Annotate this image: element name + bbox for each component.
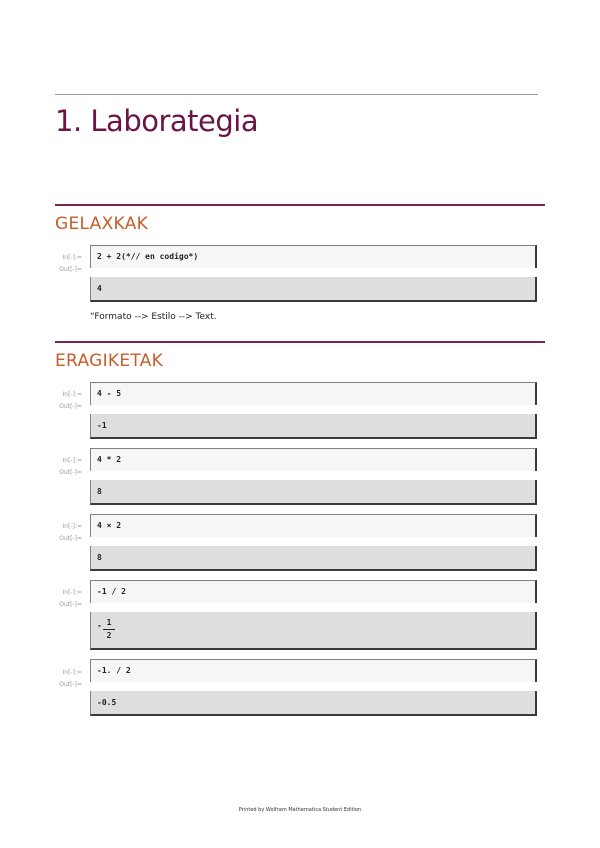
output-cell-6[interactable]: -0.5 [90,691,537,716]
output-label: Out[-]= [59,266,82,273]
input-cell-3[interactable]: 4 * 2 [90,448,537,471]
output-cell-3[interactable]: 8 [90,480,537,505]
input-cell-6[interactable]: -1. / 2 [90,659,537,682]
fraction-numerator: 1 [106,618,112,627]
output-label: Out[-]= [59,681,82,688]
input-label: In[-]:= [62,391,82,398]
fraction-bar [103,629,115,630]
print-footer: Printed by Wolfram Mathematica Student Edition [238,807,362,813]
input-label: In[-]:= [62,523,82,530]
section-heading-gelaxkak: GELAXKAK [55,214,149,234]
section-heading-eragiketak: ERAGIKETAK [55,351,164,371]
fraction-sign: - [97,621,102,630]
output-cell-2[interactable]: -1 [90,414,537,439]
input-label: In[-]:= [62,669,82,676]
text-note[interactable]: “Formato --> Estilo --> Text. [90,312,217,322]
top-rule [55,94,538,95]
input-cell-5[interactable]: -1 / 2 [90,580,537,603]
output-cell-5[interactable] [90,612,537,650]
output-cell-1[interactable]: 4 [90,277,537,302]
input-label: In[-]:= [62,254,82,261]
fraction [103,618,115,641]
page-title: 1. Laborategia [55,104,259,138]
output-label: Out[-]= [59,535,82,542]
input-cell-2[interactable]: 4 - 5 [90,382,537,405]
input-label: In[-]:= [62,589,82,596]
section-rule-gelaxkak [55,204,545,206]
fraction-denominator: 2 [106,631,112,640]
input-cell-4[interactable]: 4 × 2 [90,514,537,537]
output-label: Out[-]= [59,403,82,410]
output-cell-4[interactable]: 8 [90,546,537,571]
input-label: In[-]:= [62,457,82,464]
output-label: Out[-]= [59,469,82,476]
section-rule-eragiketak [55,341,545,343]
output-label: Out[-]= [59,601,82,608]
input-cell-1[interactable]: 2 + 2(*// en codigo*) [90,245,537,268]
